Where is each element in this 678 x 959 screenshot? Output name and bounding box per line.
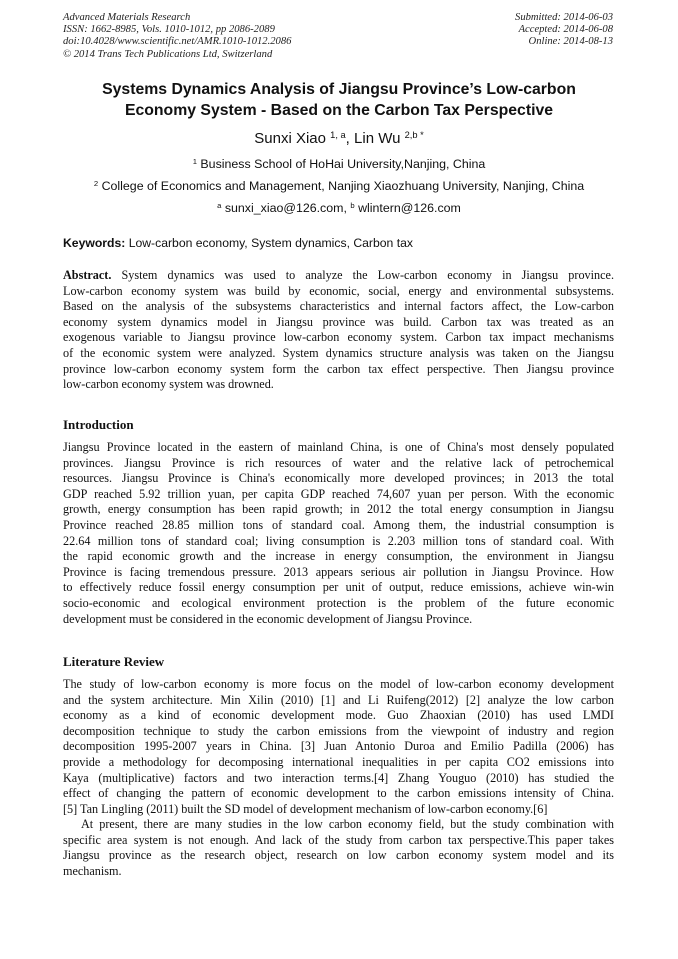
paragraph-line: GDP reached 5.92 trillion yuan, per capita GDP reached 74,607 yuan per person. With the economic <box>63 486 614 501</box>
paragraph-line: Jiangsu province as the research object, research on low carbon economy system model and its <box>63 848 614 863</box>
literature-paragraph <box>63 817 614 879</box>
paragraph-line: and the system architecture. Min Xilin (2010) [1] and Li Ruifeng(2012) [2] analyze the low carbon <box>63 692 614 707</box>
paragraph-line: decomposition technique to study the carbon emissions from the viewpoint of industry and region <box>63 723 614 738</box>
author-separator: , <box>345 130 355 147</box>
paragraph-line: the rapid economic growth and the increase in energy consumption, the environment in Jiangsu <box>63 549 614 564</box>
title-line: Systems Dynamics Analysis of Jiangsu Province’s Low-carbon <box>102 81 576 98</box>
title-line: Economy System - Based on the Carbon Tax Perspective <box>124 101 554 119</box>
literature-paragraph <box>63 677 614 817</box>
journal-doi: doi:10.4028/www.scientific.net/AMR.1010-1012.2086 <box>63 36 292 48</box>
abstract-line: Abstract. System dynamics was used to analyze the Low-carbon economy in Jiangsu province. <box>63 268 614 282</box>
abstract-line: Based on the analysis of the subsystems characteristics and internal factors affect, the Low-carbon <box>63 299 614 314</box>
submitted-date: Submitted: 2014-06-03 <box>515 12 613 23</box>
accepted-date: Accepted: 2014-06-08 <box>518 24 613 36</box>
online-date: Online: 2014-08-13 <box>528 36 613 48</box>
affiliation <box>0 178 678 194</box>
abstract-line: province low-carbon economy system form the carbon tax effect perspective. Then Jiangsu province <box>63 361 614 376</box>
paragraph-line: growth, energy consumption has been rapid growth; in 2012 the total energy consumption in Jiangsu <box>63 502 614 517</box>
author-emails <box>0 200 678 216</box>
paragraph-line: decomposition 1995-2007 years in China. [3] Juan Antonio Duroa and Emilio Padilla (2006) has <box>63 739 614 754</box>
paragraph-line: development must be considered in the economic development of Jiangsu Province. <box>63 611 473 626</box>
affiliation <box>0 156 678 172</box>
journal-info <box>63 12 291 61</box>
author-name: Sunxi Xiao <box>254 130 331 147</box>
paragraph-line: effect of changing the pattern of economic development to the carbon emissions intensity of China. <box>63 786 614 801</box>
paragraph-line: 22.64 million tons of standard coal; living consumption is 2.203 million tons of standard coal. With <box>63 533 614 548</box>
affiliation-text: Business School of HoHai University,Nanjing, China <box>196 157 486 171</box>
paragraph-line: The study of low-carbon economy is more focus on the model of low-carbon economy development <box>63 677 614 691</box>
author-list <box>0 129 678 149</box>
paragraph-line: Kaya (multiplicative) factors and two interaction terms.[4] Zhang Youguo (2010) has studied the <box>63 770 614 785</box>
author-affiliation-mark: 2,b * <box>404 129 424 140</box>
paragraph-line: provinces. Jiangsu Province is rich resources of water and the relative lack of petrochemical <box>63 455 614 470</box>
paragraph-line: to effectively reduce fossil energy consumption per unit of output, reduce emissions, achieve win-win <box>63 580 614 595</box>
abstract-line: Low-carbon economy system was build by economic, social, energy and environmental subsystems. <box>63 283 614 298</box>
paragraph-line: specific area system is not enough. And lack of the study from carbon tax perspective.This paper takes <box>63 832 614 847</box>
abstract-line: low-carbon economy system was drowned. <box>63 377 274 392</box>
email-mark: b <box>350 200 355 210</box>
abstract <box>63 268 614 393</box>
publication-dates <box>515 12 613 49</box>
journal-issn: ISSN: 1662-8985, Vols. 1010-1012, pp 2086-2089 <box>63 24 275 36</box>
author-affiliation-mark: 1, a <box>330 129 346 140</box>
affiliation-mark: 2 <box>93 178 99 188</box>
paragraph-line: At present, there are many studies in the low carbon economy field, but the study combination with <box>81 817 614 831</box>
email-mark: a <box>217 200 222 210</box>
journal-name: Advanced Materials Research <box>63 12 191 23</box>
abstract-line: exogenous variable to Jiangsu province low-carbon economy system. Carbon tax impact mechanisms <box>63 330 614 345</box>
email-text: wlintern@126.com <box>354 201 461 215</box>
abstract-line: economy system dynamics model in Jiangsu province was build. Carbon tax was treated as an <box>63 314 614 329</box>
paragraph-line: Province is facing tremendous pressure. 2013 appears serious air pollution in Jiangsu Province. How <box>63 564 614 579</box>
keywords-text: Low-carbon economy, System dynamics, Carbon tax <box>125 236 413 250</box>
introduction-paragraph <box>63 440 614 627</box>
paragraph-line: provide a methodology for decomposing international inequalities in per capita CO2 emissions into <box>63 754 614 769</box>
email-text: sunxi_xiao@126.com, <box>221 201 351 215</box>
section-heading-introduction: Introduction <box>63 417 134 432</box>
abstract-line: of the economic system were analyzed. System dynamics structure analysis was taken on the Jiangsu <box>63 345 614 360</box>
paper-title <box>40 80 638 121</box>
keywords-label: Keywords: <box>63 236 126 250</box>
abstract-label: Abstract. <box>63 268 112 282</box>
journal-copyright: © 2014 Trans Tech Publications Ltd, Switzerland <box>63 48 273 60</box>
paragraph-line: [5] Tan Lingling (2011) built the SD model of development mechanism of low-carbon economy.[6] <box>63 801 548 816</box>
paragraph-line: resources. Jiangsu Province is China's economically more developed provinces; in 2013 the total <box>63 471 614 486</box>
paragraph-line: Jiangsu Province located in the eastern of mainland China, is one of China's most densely populated <box>63 440 614 454</box>
paragraph-line: Province reached 28.85 million tons of standard coal. Among them, the industrial consumption is <box>63 517 614 532</box>
keywords <box>63 235 413 251</box>
paragraph-line: mechanism. <box>63 863 122 878</box>
paragraph-line: economy as a kind of economic development mode. Guo Zhaoxian (2010) has used LMDI <box>63 708 614 723</box>
paragraph-line: socio-economic and ecological environment protection is the problem of the future economic <box>63 595 614 610</box>
affiliation-mark: 1 <box>192 156 197 166</box>
affiliation-text: College of Economics and Management, Nanjing Xiaozhuang University, Nanjing, China <box>98 179 585 193</box>
author-name: Lin Wu <box>354 130 405 147</box>
section-heading-literature-review: Literature Review <box>63 654 165 669</box>
